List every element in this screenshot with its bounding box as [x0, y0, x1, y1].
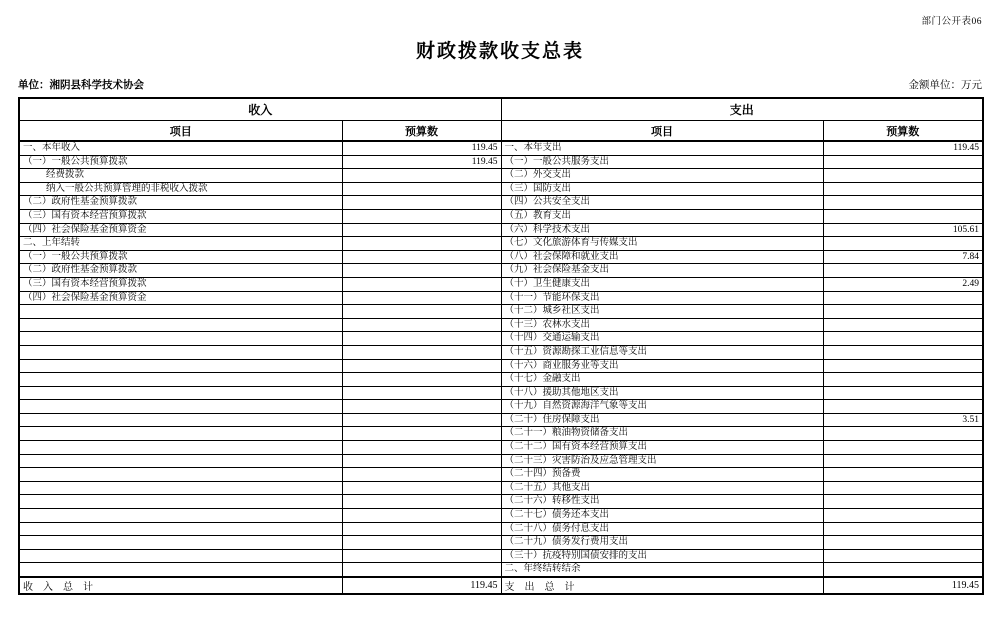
- table-row: [19, 427, 983, 441]
- table-row: [19, 223, 983, 237]
- expense-item-cell: （十八）援助其他地区支出: [501, 386, 823, 400]
- income-value-cell: 119.45: [342, 141, 501, 155]
- income-item-cell: [19, 481, 342, 495]
- expense-item-cell: （十六）商业服务业等支出: [501, 359, 823, 373]
- income-value-cell: [342, 549, 501, 563]
- income-item-cell: [19, 386, 342, 400]
- income-item-cell: [19, 305, 342, 319]
- table-row: [19, 359, 983, 373]
- income-item-cell: 经费拨款: [19, 169, 342, 183]
- expense-value-cell: [823, 305, 983, 319]
- income-item-cell: [19, 373, 342, 387]
- income-item-cell: （三）国有资本经营预算拨款: [19, 209, 342, 223]
- expense-item-cell: （二十二）国有资本经营预算支出: [501, 441, 823, 455]
- income-item-cell: [19, 495, 342, 509]
- income-item-cell: （一）一般公共预算拨款: [19, 250, 342, 264]
- income-value-cell: [342, 373, 501, 387]
- income-item-cell: 一、本年收入: [19, 141, 342, 155]
- expense-item-column-header: 项目: [501, 121, 823, 142]
- income-item-cell: （四）社会保险基金预算资金: [19, 291, 342, 305]
- income-item-cell: [19, 413, 342, 427]
- expense-item-cell: （一）一般公共服务支出: [501, 155, 823, 169]
- table-row: [19, 250, 983, 264]
- income-item-cell: [19, 359, 342, 373]
- income-value-cell: [342, 291, 501, 305]
- income-value-cell: [342, 182, 501, 196]
- expense-item-cell: （十一）节能环保支出: [501, 291, 823, 305]
- expense-item-cell: （十五）资源勘探工业信息等支出: [501, 345, 823, 359]
- expense-item-cell: （九）社会保险基金支出: [501, 264, 823, 278]
- table-row: [19, 291, 983, 305]
- expense-item-cell: （十三）农林水支出: [501, 318, 823, 332]
- expense-item-cell: （十七）金融支出: [501, 373, 823, 387]
- expense-value-cell: [823, 536, 983, 550]
- expense-item-cell: （二十九）债务发行费用支出: [501, 536, 823, 550]
- expense-item-cell: 二、年终结转结余: [501, 563, 823, 577]
- income-item-cell: （三）国有资本经营预算拨款: [19, 277, 342, 291]
- expense-item-cell: （二十）住房保障支出: [501, 413, 823, 427]
- table-row: [19, 441, 983, 455]
- expense-item-cell: （二十七）债务还本支出: [501, 509, 823, 523]
- amount-unit-label: 金额单位：万元: [908, 80, 982, 91]
- expense-value-cell: [823, 237, 983, 251]
- page-title: 财政拨款收支总表: [415, 41, 584, 62]
- income-value-cell: [342, 495, 501, 509]
- income-item-cell: [19, 509, 342, 523]
- expense-value-cell: [823, 169, 983, 183]
- expense-value-cell: [823, 209, 983, 223]
- expense-value-cell: [823, 441, 983, 455]
- expense-item-cell: （八）社会保障和就业支出: [501, 250, 823, 264]
- income-item-cell: [19, 332, 342, 346]
- income-value-cell: 119.45: [342, 155, 501, 169]
- expense-value-cell: 119.45: [823, 141, 983, 155]
- budget-table: [18, 97, 984, 595]
- expense-item-cell: （三十）抗疫特别国债安排的支出: [501, 549, 823, 563]
- table-row: [19, 277, 983, 291]
- income-item-cell: 二、上年结转: [19, 237, 342, 251]
- doc-code: 部门公开表06: [921, 17, 982, 27]
- expense-value-cell: 2.49: [823, 277, 983, 291]
- expense-value-cell: [823, 373, 983, 387]
- table-row: [19, 209, 983, 223]
- table-row: [19, 196, 983, 210]
- income-item-cell: [19, 549, 342, 563]
- income-item-cell: [19, 536, 342, 550]
- column-header-row: [19, 121, 983, 142]
- expense-budget-column-header: 预算数: [823, 121, 983, 142]
- income-value-cell: [342, 209, 501, 223]
- expense-value-cell: [823, 386, 983, 400]
- expense-item-cell: （二十三）灾害防治及应急管理支出: [501, 454, 823, 468]
- income-value-cell: [342, 264, 501, 278]
- expense-value-cell: [823, 182, 983, 196]
- income-item-cell: （四）社会保险基金预算资金: [19, 223, 342, 237]
- table-row: [19, 305, 983, 319]
- table-row: [19, 522, 983, 536]
- table-row: [19, 373, 983, 387]
- income-value-cell: [342, 427, 501, 441]
- expense-total-label: 支 出 总 计: [501, 577, 823, 594]
- expense-value-cell: [823, 400, 983, 414]
- income-item-cell: [19, 454, 342, 468]
- expense-section-header: 支出: [501, 98, 983, 121]
- expense-item-cell: （十四）交通运输支出: [501, 332, 823, 346]
- table-body: [19, 141, 983, 577]
- income-item-cell: （一）一般公共预算拨款: [19, 155, 342, 169]
- expense-value-cell: [823, 291, 983, 305]
- income-value-cell: [342, 345, 501, 359]
- income-value-cell: [342, 169, 501, 183]
- expense-value-cell: [823, 468, 983, 482]
- table-row: [19, 264, 983, 278]
- meta-row: [18, 77, 982, 92]
- income-item-cell: [19, 400, 342, 414]
- expense-value-cell: [823, 509, 983, 523]
- expense-value-cell: [823, 318, 983, 332]
- table-row: [19, 536, 983, 550]
- income-value-cell: [342, 196, 501, 210]
- expense-item-cell: （二十六）转移性支出: [501, 495, 823, 509]
- expense-value-cell: [823, 332, 983, 346]
- expense-value-cell: [823, 155, 983, 169]
- expense-value-cell: [823, 522, 983, 536]
- income-total-label: 收 入 总 计: [19, 577, 342, 594]
- table-row: [19, 549, 983, 563]
- table-row: [19, 386, 983, 400]
- income-total-value: 119.45: [342, 577, 501, 594]
- income-value-cell: [342, 400, 501, 414]
- expense-value-cell: [823, 481, 983, 495]
- income-value-cell: [342, 305, 501, 319]
- table-row: [19, 454, 983, 468]
- section-header-row: [19, 98, 983, 121]
- table-row: [19, 509, 983, 523]
- income-value-cell: [342, 413, 501, 427]
- income-value-cell: [342, 277, 501, 291]
- expense-value-cell: 3.51: [823, 413, 983, 427]
- expense-item-cell: （十九）自然资源海洋气象等支出: [501, 400, 823, 414]
- income-item-cell: 纳入一般公共预算管理的非税收入拨款: [19, 182, 342, 196]
- income-item-cell: （二）政府性基金预算拨款: [19, 196, 342, 210]
- expense-item-cell: （十）卫生健康支出: [501, 277, 823, 291]
- income-value-cell: [342, 332, 501, 346]
- expense-value-cell: [823, 495, 983, 509]
- table-row: [19, 332, 983, 346]
- income-value-cell: [342, 563, 501, 577]
- table-row: [19, 169, 983, 183]
- expense-item-cell: （二十一）粮油物资储备支出: [501, 427, 823, 441]
- income-value-cell: [342, 250, 501, 264]
- income-value-cell: [342, 386, 501, 400]
- income-value-cell: [342, 522, 501, 536]
- table-row: [19, 155, 983, 169]
- expense-item-cell: （二十八）债务付息支出: [501, 522, 823, 536]
- expense-value-cell: [823, 264, 983, 278]
- expense-item-cell: （四）公共安全支出: [501, 196, 823, 210]
- expense-value-cell: [823, 454, 983, 468]
- income-value-cell: [342, 237, 501, 251]
- table-row: [19, 481, 983, 495]
- income-item-cell: [19, 345, 342, 359]
- expense-item-cell: （三）国防支出: [501, 182, 823, 196]
- table-row: [19, 400, 983, 414]
- expense-value-cell: [823, 345, 983, 359]
- income-value-cell: [342, 441, 501, 455]
- table-row: [19, 345, 983, 359]
- table-row: [19, 237, 983, 251]
- unit-label: 单位：湘阴县科学技术协会: [18, 80, 144, 91]
- table-row: [19, 318, 983, 332]
- expense-value-cell: [823, 563, 983, 577]
- expense-item-cell: （七）文化旅游体育与传媒支出: [501, 237, 823, 251]
- table-row: [19, 413, 983, 427]
- income-item-cell: [19, 522, 342, 536]
- income-value-cell: [342, 509, 501, 523]
- total-row: [19, 577, 983, 594]
- expense-value-cell: 105.61: [823, 223, 983, 237]
- table-row: [19, 182, 983, 196]
- income-value-cell: [342, 481, 501, 495]
- income-item-cell: [19, 318, 342, 332]
- expense-value-cell: 7.84: [823, 250, 983, 264]
- income-value-cell: [342, 536, 501, 550]
- table-row: [19, 468, 983, 482]
- income-item-cell: （二）政府性基金预算拨款: [19, 264, 342, 278]
- income-item-cell: [19, 563, 342, 577]
- expense-item-cell: （二）外交支出: [501, 169, 823, 183]
- income-value-cell: [342, 223, 501, 237]
- income-budget-column-header: 预算数: [342, 121, 501, 142]
- expense-item-cell: （五）教育支出: [501, 209, 823, 223]
- table-row: [19, 563, 983, 577]
- expense-value-cell: [823, 359, 983, 373]
- expense-item-cell: （十二）城乡社区支出: [501, 305, 823, 319]
- income-section-header: 收入: [19, 98, 501, 121]
- expense-item-cell: （二十四）预备费: [501, 468, 823, 482]
- income-item-cell: [19, 441, 342, 455]
- expense-item-cell: 一、本年支出: [501, 141, 823, 155]
- income-value-cell: [342, 318, 501, 332]
- income-item-cell: [19, 468, 342, 482]
- income-value-cell: [342, 359, 501, 373]
- income-item-column-header: 项目: [19, 121, 342, 142]
- table-row: [19, 495, 983, 509]
- income-value-cell: [342, 468, 501, 482]
- expense-item-cell: （二十五）其他支出: [501, 481, 823, 495]
- table-row: [19, 141, 983, 155]
- expense-value-cell: [823, 549, 983, 563]
- expense-item-cell: （六）科学技术支出: [501, 223, 823, 237]
- expense-value-cell: [823, 427, 983, 441]
- expense-total-value: 119.45: [823, 577, 983, 594]
- income-item-cell: [19, 427, 342, 441]
- expense-value-cell: [823, 196, 983, 210]
- income-value-cell: [342, 454, 501, 468]
